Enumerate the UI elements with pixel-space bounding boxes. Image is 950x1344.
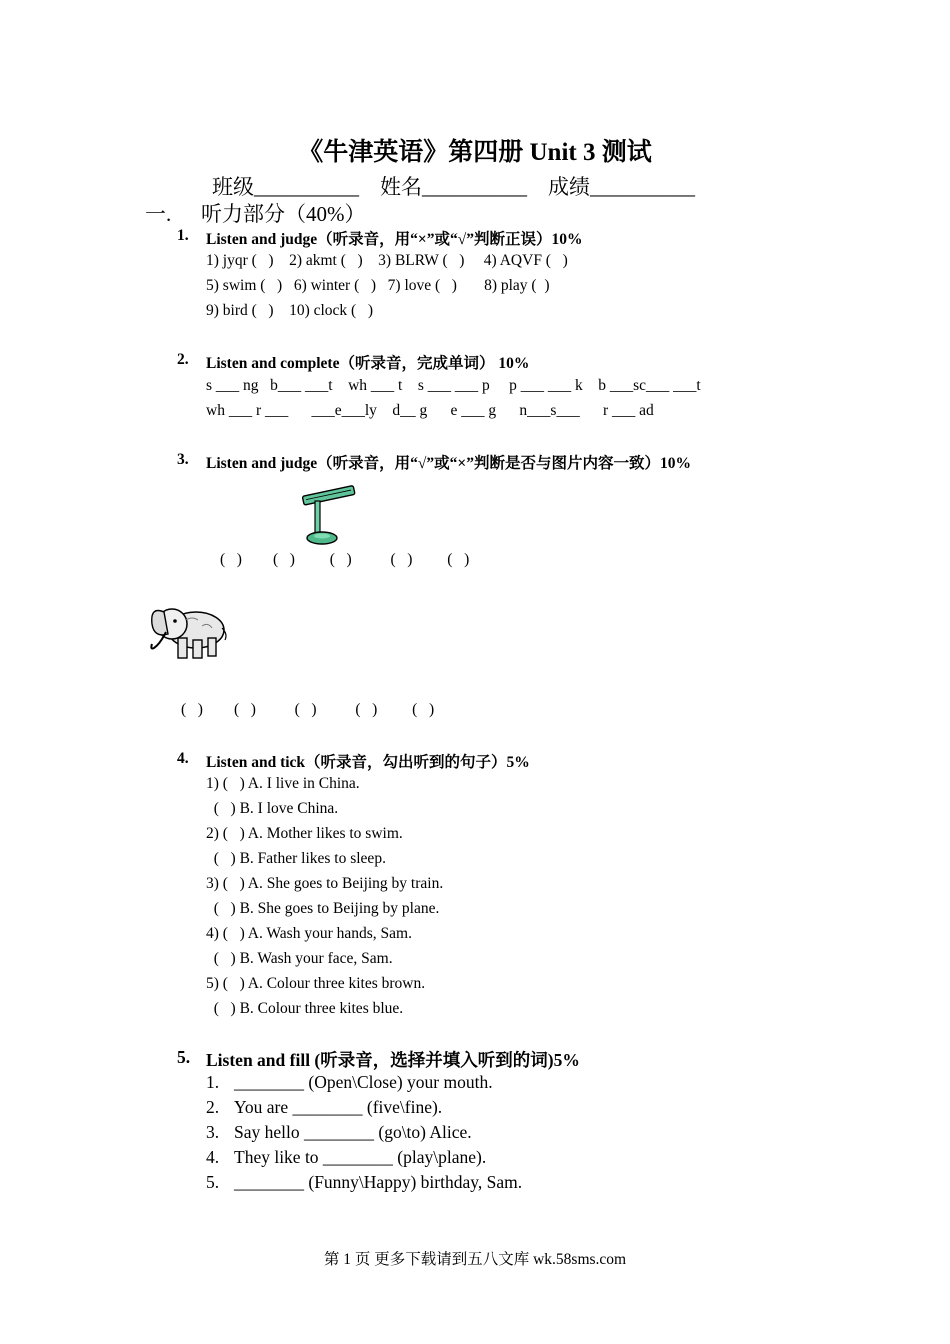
- q4-option: ( ) B. Father likes to sleep.: [206, 850, 386, 867]
- q2-number: 2.: [177, 351, 189, 368]
- q2-line: s ___ ng b___ ___t wh ___ t s ___ ___ p p ___ ___ k b ___sc___ ___t: [206, 377, 701, 394]
- desk-lamp-picture: [298, 485, 358, 547]
- section-number: 一.: [145, 202, 172, 226]
- q1-line: 1) jyqr ( ) 2) akmt ( ) 3) BLRW ( ) 4) AQVF ( ): [206, 252, 568, 269]
- q5-item-number: 3.: [206, 1122, 220, 1142]
- q2-line: wh ___ r ___ ___e___ly d__ g e ___ g n___s___ r ___ ad: [206, 402, 654, 419]
- q4-option: 2) ( ) A. Mother likes to swim.: [206, 825, 403, 842]
- q1-line: 5) swim ( ) 6) winter ( ) 7) love ( ) 8) play ( ): [206, 277, 550, 294]
- q4-option: ( ) B. Wash your face, Sam.: [206, 950, 393, 967]
- q4-option: 5) ( ) A. Colour three kites brown.: [206, 975, 426, 992]
- elephant-picture: [146, 598, 230, 664]
- student-info-line: 班级__________ 姓名__________ 成绩__________: [212, 175, 695, 199]
- q4-option: ( ) B. She goes to Beijing by plane.: [206, 900, 440, 917]
- q3-heading: Listen and judge（听录音，用“√”或“×”判断是否与图片内容一致）10%: [206, 455, 691, 472]
- q1-number: 1.: [177, 227, 189, 244]
- q4-option: ( ) B. Colour three kites blue.: [206, 1000, 404, 1017]
- q4-option: 4) ( ) A. Wash your hands, Sam.: [206, 925, 412, 942]
- q3-number: 3.: [177, 451, 189, 468]
- page-title: 《牛津英语》第四册 Unit 3 测试: [298, 139, 652, 166]
- q4-option: 3) ( ) A. She goes to Beijing by train.: [206, 875, 444, 892]
- q2-heading: Listen and complete（听录音，完成单词） 10%: [206, 355, 530, 372]
- q4-option: ( ) B. I love China.: [206, 800, 339, 817]
- q5-item-text: They like to ________ (play\plane).: [234, 1147, 487, 1167]
- q4-number: 4.: [177, 750, 189, 767]
- section-heading: 听力部分（40%）: [201, 202, 366, 226]
- q5-item-text: You are ________ (five\fine).: [234, 1097, 443, 1117]
- q5-item: [206, 1122, 472, 1143]
- q1-heading: Listen and judge（听录音，用“×”或“√”判断正误）10%: [206, 231, 583, 248]
- q5-item: [206, 1172, 522, 1193]
- q5-heading: Listen and fill (听录音，选择并填入听到的词)5%: [206, 1050, 580, 1070]
- page-footer: 第 1 页 更多下载请到五八文库 wk.58sms.com: [323, 1251, 627, 1268]
- q4-option: 1) ( ) A. I live in China.: [206, 775, 360, 792]
- q5-item-number: 2.: [206, 1097, 220, 1117]
- q5-item-text: Say hello ________ (go\to) Alice.: [234, 1122, 472, 1142]
- q5-number: 5.: [177, 1047, 191, 1067]
- q5-item-text: ________ (Funny\Happy) birthday, Sam.: [234, 1172, 523, 1192]
- q4-heading: Listen and tick（听录音，勾出听到的句子）5%: [206, 754, 530, 771]
- q5-item-number: 4.: [206, 1147, 220, 1167]
- q3-answer-row: ( ) ( ) ( ) ( ) ( ): [220, 551, 470, 568]
- q5-item-text: ________ (Open\Close) your mouth.: [234, 1072, 493, 1092]
- q5-item: [206, 1072, 493, 1093]
- q5-item-number: 5.: [206, 1172, 220, 1192]
- q5-item-number: 1.: [206, 1072, 220, 1092]
- q1-line: 9) bird ( ) 10) clock ( ): [206, 302, 374, 319]
- q5-item: [206, 1147, 486, 1168]
- q3-answer-row: ( ) ( ) ( ) ( ) ( ): [181, 701, 435, 718]
- q5-item: [206, 1097, 442, 1118]
